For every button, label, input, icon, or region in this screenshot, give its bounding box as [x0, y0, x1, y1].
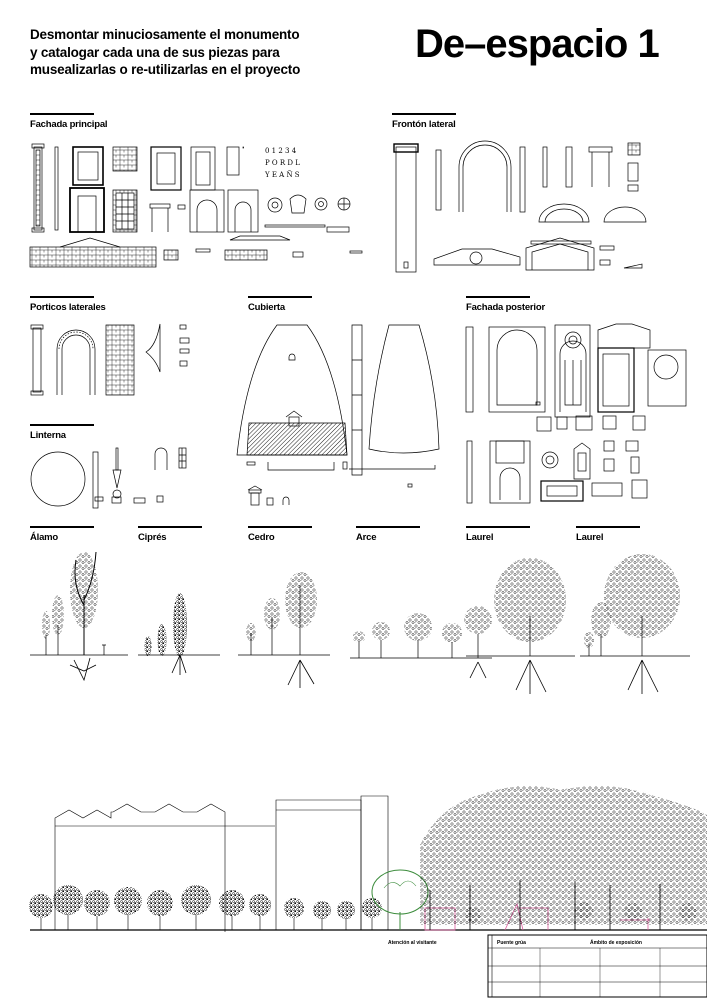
porticos-laterales-pieces [31, 324, 189, 395]
fronton-lateral-pieces [394, 141, 646, 272]
section-fachada-posterior: Fachada posterior [466, 302, 545, 313]
tree-label-alamo: Álamo [30, 532, 59, 543]
section-fronton-lateral: Frontón lateral [392, 119, 456, 130]
tree-label-cedro: Cedro [248, 532, 275, 543]
section-linterna: Linterna [30, 430, 66, 441]
label-atencion-visitante: Atención al visitante [388, 940, 437, 946]
svg-text:Y E A Ñ S: Y E A Ñ S [265, 171, 300, 179]
tree-label-arce: Arce [356, 532, 377, 543]
svg-text:P O R D L: P O R D L [265, 159, 300, 167]
tree-label-cipres: Ciprés [138, 532, 167, 543]
cubierta-pieces [237, 325, 439, 505]
page-title: De–espacio 1 [415, 22, 659, 66]
fachada-principal-pieces [30, 144, 362, 267]
intro-line-3: musealizarlas o re-utilizarlas en el proyecto [30, 62, 301, 77]
site-section-elevation [29, 786, 707, 997]
intro-text [30, 26, 360, 79]
intro-line-1: Desmontar minuciosamente el monumento [30, 27, 300, 42]
tree-label-laurel-1: Laurel [466, 532, 494, 543]
linterna-pieces [31, 448, 186, 508]
section-porticos-laterales: Porticos laterales [30, 302, 106, 313]
svg-text:0 1 2 3 4: 0 1 2 3 4 [265, 147, 297, 155]
fachada-posterior-pieces [466, 324, 686, 503]
tree-illustrations [30, 552, 690, 694]
tree-label-laurel-2: Laurel [576, 532, 604, 543]
label-puente-grua: Puente grúa [497, 940, 526, 946]
label-ambito-exposicion: Ámbito de exposición [590, 940, 642, 946]
section-fachada-principal: Fachada principal [30, 119, 108, 130]
section-cubierta: Cubierta [248, 302, 285, 313]
intro-line-2: y catalogar cada una de sus piezas para [30, 44, 280, 60]
